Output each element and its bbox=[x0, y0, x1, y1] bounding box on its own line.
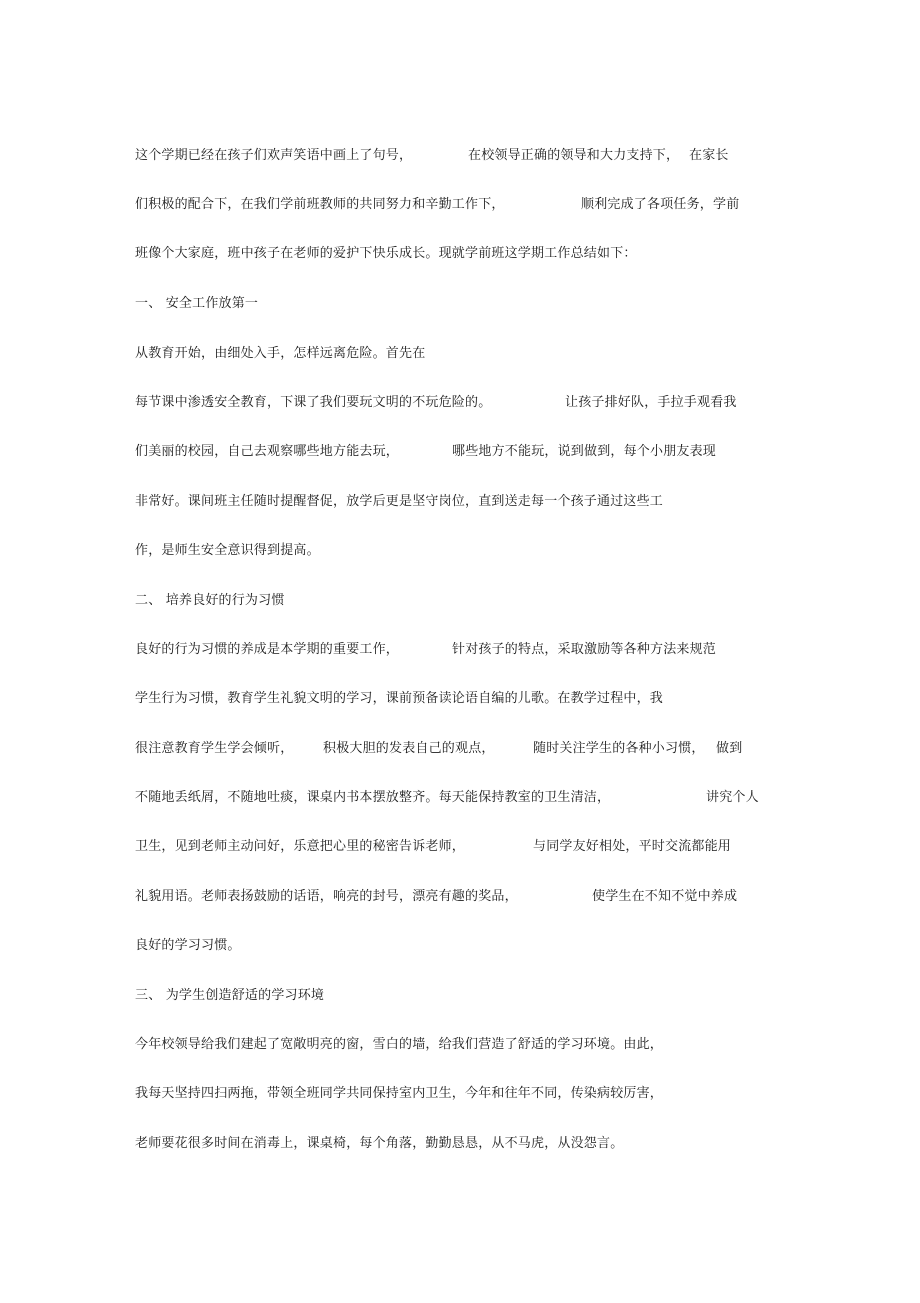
section-3-line-2: 我每天坚持四扫两拖，带领全班同学共同保持室内卫生，今年和往年不同，传染病较厉害， bbox=[135, 1086, 664, 1101]
section-2-line-5-part-1: 卫生，见到老师主动问好，乐意把心里的秘密告诉老师， bbox=[135, 839, 466, 854]
section-1-line-2-part-1: 每节课中渗透安全教育，下课了我们要玩文明的不玩危险的。 bbox=[135, 395, 492, 410]
section-2-line-2: 学生行为习惯，教育学生礼貌文明的学习，课前预备读论语自编的儿歌。在教学过程中，我 bbox=[135, 691, 664, 706]
intro-line-2-part-2: 顺利完成了各项任务，学前 bbox=[581, 197, 740, 212]
section-2-heading: 二、 培养良好的行为习惯 bbox=[135, 593, 285, 608]
section-2-line-1-part-2: 针对孩子的特点，采取激励等各种方法来规范 bbox=[452, 642, 717, 657]
intro-line-1-part-3: 在家长 bbox=[689, 148, 729, 163]
section-2-line-3-part-2: 积极大胆的发表自己的观点， bbox=[323, 741, 495, 756]
intro-line-1-part-1: 这个学期已经在孩子们欢声笑语中画上了句号， bbox=[135, 148, 413, 163]
intro-line-2-part-1: 们积极的配合下，在我们学前班教师的共同努力和辛勤工作下， bbox=[135, 197, 505, 212]
section-1-line-3-part-1: 们美丽的校园，自己去观察哪些地方能去玩， bbox=[135, 444, 400, 459]
section-1-line-1: 从教育开始，由细处入手，怎样远离危险。首先在 bbox=[135, 346, 426, 361]
section-1-heading: 一、 安全工作放第一 bbox=[135, 296, 259, 311]
section-3-line-3: 老师要花很多时间在消毒上，课桌椅，每个角落，勤勤恳恳，从不马虎，从没怨言。 bbox=[135, 1136, 624, 1151]
section-2-line-3-part-4: 做到 bbox=[716, 741, 743, 756]
section-2-line-7: 良好的学习习惯。 bbox=[135, 938, 241, 953]
section-3-heading: 三、 为学生创造舒适的学习环境 bbox=[135, 988, 325, 1003]
section-1-line-5: 作，是师生安全意识得到提高。 bbox=[135, 543, 320, 558]
section-2-line-3-part-3: 随时关注学生的各种小习惯， bbox=[533, 741, 705, 756]
section-2-line-4-part-1: 不随地丢纸屑，不随地吐痰，课桌内书本摆放整齐。每天能保持教室的卫生清洁， bbox=[135, 790, 611, 805]
section-2-line-6-part-1: 礼貌用语。老师表扬鼓励的话语，响亮的封号，漂亮有趣的奖品， bbox=[135, 889, 518, 904]
intro-line-3: 班像个大家庭，班中孩子在老师的爱护下快乐成长。现就学前班这学期工作总结如下： bbox=[135, 246, 637, 261]
section-2-line-4-part-2: 讲究个人 bbox=[706, 790, 759, 805]
section-2-line-5-part-2: 与同学友好相处，平时交流都能用 bbox=[533, 839, 732, 854]
section-3-line-1: 今年校领导给我们建起了宽敞明亮的窗，雪白的墙，给我们营造了舒适的学习环境。由此， bbox=[135, 1037, 664, 1052]
section-1-line-3-part-2: 哪些地方不能玩，说到做到，每个小朋友表现 bbox=[452, 444, 717, 459]
section-2-line-6-part-2: 使学生在不知不觉中养成 bbox=[592, 889, 738, 904]
section-1-line-4: 非常好。课间班主任随时提醒督促，放学后更是坚守岗位，直到送走每一个孩子通过这些工 bbox=[135, 494, 664, 509]
section-2-line-3-part-1: 很注意教育学生学会倾听， bbox=[135, 741, 294, 756]
section-2-line-1-part-1: 良好的行为习惯的养成是本学期的重要工作， bbox=[135, 642, 400, 657]
intro-line-1-part-2: 在校领导正确的领导和大力支持下， bbox=[468, 148, 680, 163]
section-1-line-2-part-2: 让孩子排好队，手拉手观看我 bbox=[565, 395, 737, 410]
